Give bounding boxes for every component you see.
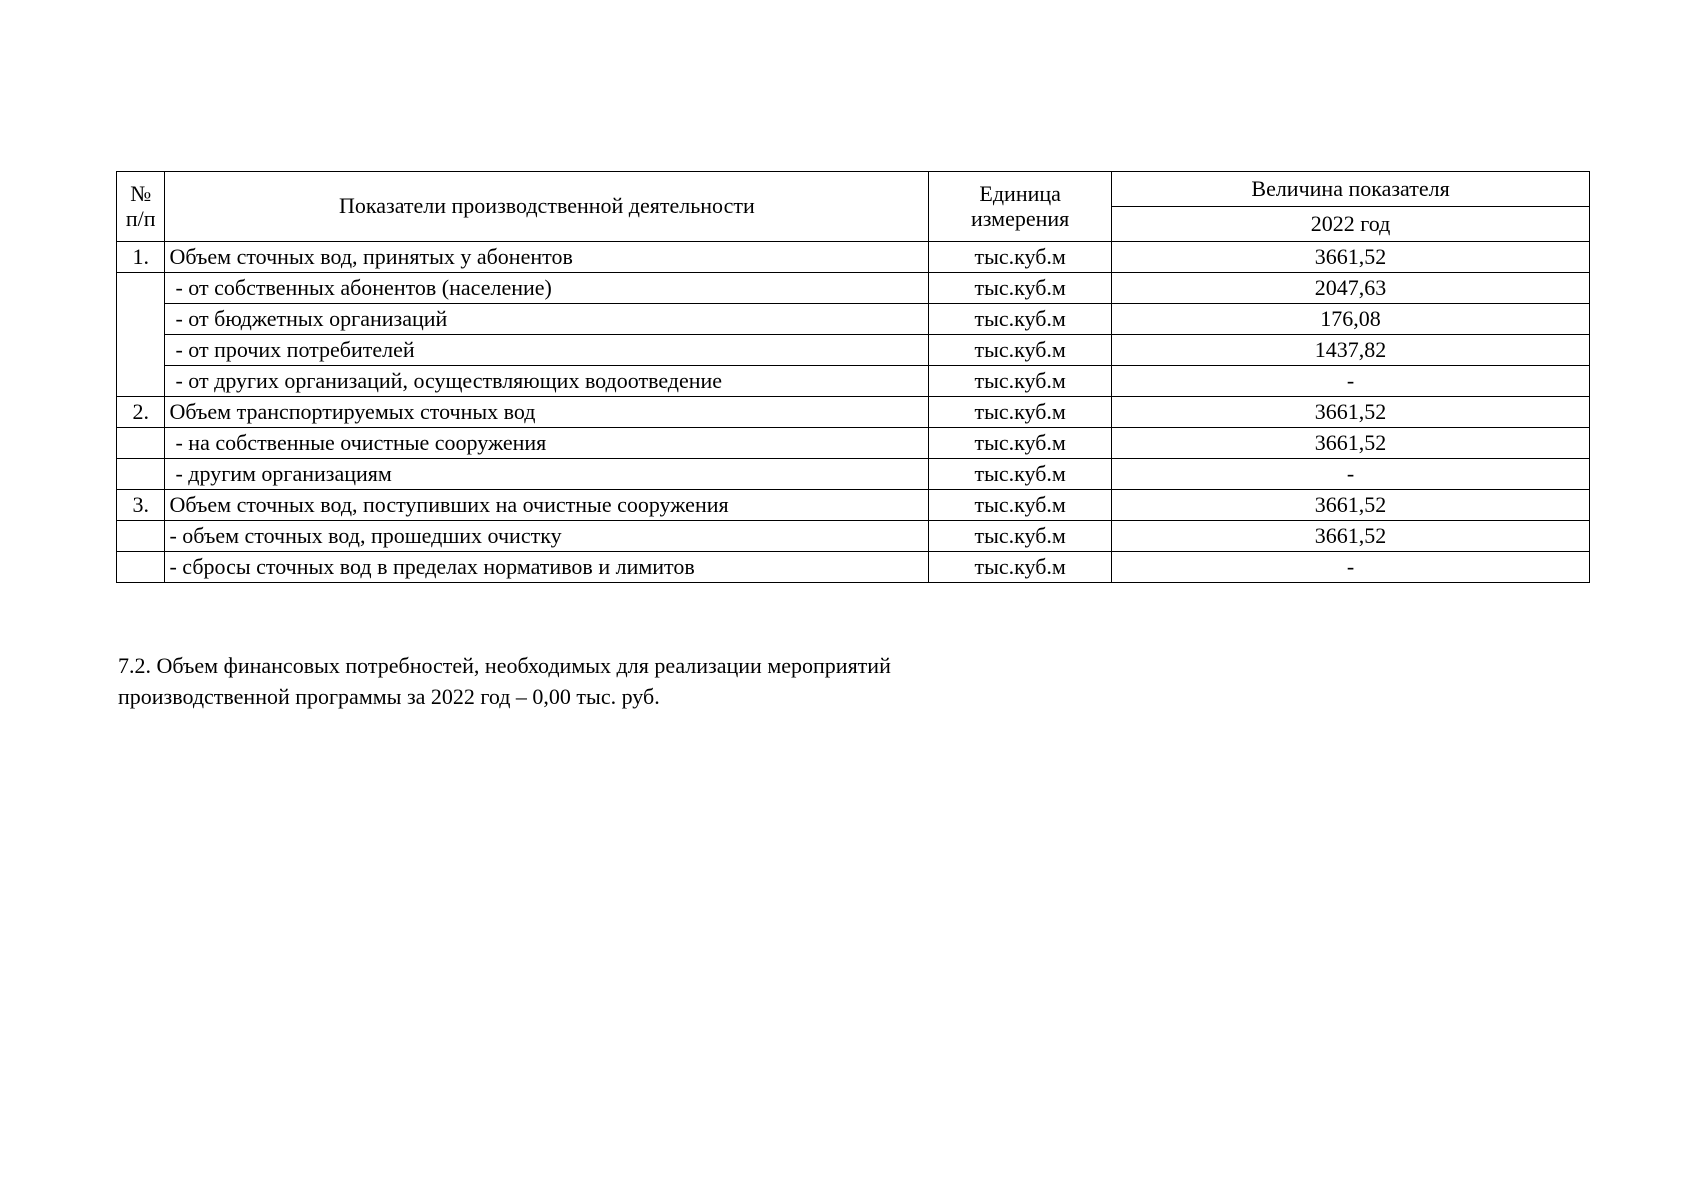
row-number: 3. <box>117 490 165 521</box>
row-number-merged <box>117 273 165 397</box>
indicators-table <box>116 171 1590 583</box>
table-row <box>117 428 1590 459</box>
header-number-line1: № <box>130 181 152 207</box>
row-value: 2047,63 <box>1112 273 1590 304</box>
table-row <box>117 397 1590 428</box>
row-number <box>117 459 165 490</box>
row-value: 176,08 <box>1112 304 1590 335</box>
row-value: 3661,52 <box>1112 521 1590 552</box>
header-indicator-name: Показатели производственной деятельности <box>165 172 929 242</box>
row-unit: тыс.куб.м <box>929 552 1112 583</box>
row-unit: тыс.куб.м <box>929 273 1112 304</box>
header-value-group: Величина показателя <box>1112 172 1590 207</box>
table-header <box>117 172 1590 242</box>
header-number-line2: п/п <box>125 205 156 231</box>
row-number <box>117 428 165 459</box>
row-value: 3661,52 <box>1112 242 1590 273</box>
table-row <box>117 366 1590 397</box>
row-number <box>117 521 165 552</box>
row-value: - <box>1112 366 1590 397</box>
row-number: 2. <box>117 397 165 428</box>
row-number: 1. <box>117 242 165 273</box>
row-indicator: - от бюджетных организаций <box>165 304 929 335</box>
header-unit-line2: измерения <box>971 205 1070 231</box>
row-unit: тыс.куб.м <box>929 366 1112 397</box>
row-indicator: Объем сточных вод, принятых у абонентов <box>165 242 929 273</box>
row-value: 1437,82 <box>1112 335 1590 366</box>
note-line-1: 7.2. Объем финансовых потребностей, необходимых для реализации мероприятий <box>118 653 891 678</box>
header-number <box>117 172 165 242</box>
table-row <box>117 521 1590 552</box>
row-unit: тыс.куб.м <box>929 242 1112 273</box>
row-value: 3661,52 <box>1112 397 1590 428</box>
row-indicator: - объем сточных вод, прошедших очистку <box>165 521 929 552</box>
table-row <box>117 273 1590 304</box>
table-row <box>117 552 1590 583</box>
financial-needs-note <box>118 650 1518 712</box>
row-indicator: - от прочих потребителей <box>165 335 929 366</box>
header-unit-line1: Единица <box>979 181 1061 207</box>
row-unit: тыс.куб.м <box>929 521 1112 552</box>
row-unit: тыс.куб.м <box>929 428 1112 459</box>
row-value: 3661,52 <box>1112 428 1590 459</box>
table-row <box>117 304 1590 335</box>
table-row <box>117 459 1590 490</box>
row-indicator: - сбросы сточных вод в пределах нормативов и лимитов <box>165 552 929 583</box>
row-indicator: - от других организаций, осуществляющих водоотведение <box>165 366 929 397</box>
row-unit: тыс.куб.м <box>929 304 1112 335</box>
header-unit <box>929 172 1112 242</box>
row-indicator: Объем транспортируемых сточных вод <box>165 397 929 428</box>
row-unit: тыс.куб.м <box>929 397 1112 428</box>
table-row <box>117 335 1590 366</box>
row-indicator: - другим организациям <box>165 459 929 490</box>
header-year: 2022 год <box>1112 207 1590 242</box>
note-line-2: производственной программы за 2022 год – 0,00 тыс. руб. <box>118 684 660 709</box>
row-value: - <box>1112 552 1590 583</box>
row-value: - <box>1112 459 1590 490</box>
row-unit: тыс.куб.м <box>929 459 1112 490</box>
row-indicator: Объем сточных вод, поступивших на очистные сооружения <box>165 490 929 521</box>
table-row <box>117 490 1590 521</box>
table-body <box>117 242 1590 583</box>
row-unit: тыс.куб.м <box>929 335 1112 366</box>
row-indicator: - от собственных абонентов (население) <box>165 273 929 304</box>
row-indicator: - на собственные очистные сооружения <box>165 428 929 459</box>
row-number <box>117 552 165 583</box>
row-value: 3661,52 <box>1112 490 1590 521</box>
row-unit: тыс.куб.м <box>929 490 1112 521</box>
table-row <box>117 242 1590 273</box>
